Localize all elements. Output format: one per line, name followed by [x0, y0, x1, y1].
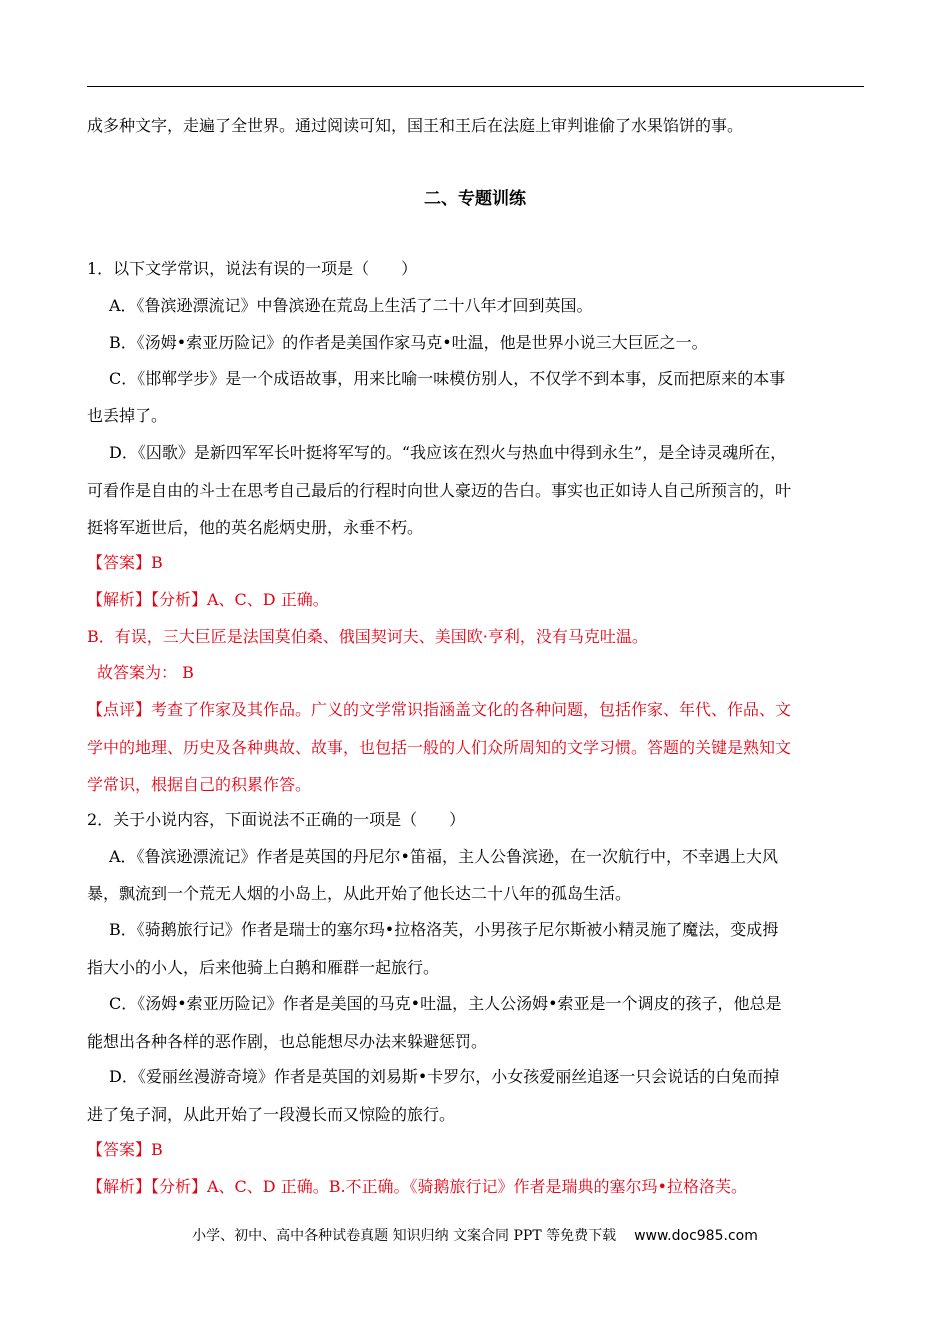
- q1-analysis: 【解析】【分析】A、C、D 正确。: [87, 590, 329, 609]
- footer-url[interactable]: www.doc985.com: [634, 1228, 758, 1244]
- q2-option-d-line2: 进了兔子洞，从此开始了一段漫长而又惊险的旅行。: [87, 1105, 456, 1124]
- page-footer: [0, 1227, 950, 1245]
- intro-paragraph-tail: 成多种文字，走遍了全世界。通过阅读可知，国王和王后在法庭上审判谁偷了水果馅饼的事。: [87, 116, 744, 135]
- q2-option-c-line1: C．《汤姆•索亚历险记》作者是美国的马克•吐温，主人公汤姆•索亚是一个调皮的孩子，他总是: [109, 994, 782, 1013]
- q2-option-b-line2: 指大小的小人，后来他骑上白鹅和雁群一起旅行。: [87, 958, 440, 977]
- header-rule: [87, 86, 864, 87]
- q1-answer: 【答案】B: [87, 553, 163, 572]
- q1-option-b: B．《汤姆•索亚历险记》的作者是美国作家马克•吐温，他是世界小说三大巨匠之一。: [109, 333, 708, 352]
- q2-analysis: 【解析】【分析】A、C、D 正确。B.不正确。《骑鹅旅行记》作者是瑞典的塞尔玛•拉格洛芙。: [87, 1177, 747, 1196]
- footer-text: 小学、初中、高中各种试卷真题 知识归纳 文案合同 PPT 等免费下载: [192, 1228, 617, 1244]
- q1-comment-line1: 【点评】考查了作家及其作品。广义的文学常识指涵盖文化的各种问题，包括作家、年代、作品、文: [87, 700, 792, 719]
- q2-stem: 2．关于小说内容，下面说法不正确的一项是（ ）: [87, 810, 466, 829]
- q1-final-answer: 故答案为： B: [97, 663, 194, 682]
- q1-option-d-line3: 挺将军逝世后，他的英名彪炳史册，永垂不朽。: [87, 518, 424, 537]
- q1-stem: 1．以下文学常识，说法有误的一项是（ ）: [87, 259, 418, 278]
- q2-option-a-line2: 暴，飘流到一个荒无人烟的小岛上，从此开始了他长达二十八年的孤岛生活。: [87, 884, 632, 903]
- q2-option-c-line2: 能想出各种各样的恶作剧，也总能想尽办法来躲避惩罚。: [87, 1032, 488, 1051]
- q1-option-c-line2: 也丢掉了。: [87, 406, 168, 425]
- q1-option-c-line1: C．《邯郸学步》是一个成语故事，用来比喻一味模仿别人，不仅学不到本事，反而把原来的本事: [109, 369, 786, 388]
- q1-option-d-line1: D．《囚歌》是新四军军长叶挺将军写的。“我应该在烈火与热血中得到永生”，是全诗灵魂所在，: [109, 443, 787, 462]
- q1-analysis-b: B．有误，三大巨匠是法国莫伯桑、俄国契诃夫、美国欧·亨利，没有马克吐温。: [87, 627, 648, 646]
- q2-answer: 【答案】B: [87, 1140, 163, 1159]
- q2-option-a-line1: A．《鲁滨逊漂流记》作者是英国的丹尼尔•笛福，主人公鲁滨逊，在一次航行中，不幸遇上大风: [109, 847, 778, 866]
- q1-comment-line2: 学中的地理、历史及各种典故、故事，也包括一般的人们众所周知的文学习惯。答题的关键是熟知文: [87, 738, 792, 757]
- q1-comment-line3: 学常识，根据自己的积累作答。: [87, 775, 312, 794]
- q2-option-b-line1: B．《骑鹅旅行记》作者是瑞士的塞尔玛•拉格洛芙，小男孩子尼尔斯被小精灵施了魔法，变成拇: [109, 920, 779, 939]
- section-title: 二、专题训练: [424, 189, 526, 209]
- q2-option-d-line1: D．《爱丽丝漫游奇境》作者是英国的刘易斯•卡罗尔，小女孩爱丽丝追逐一只会说话的白兔而掉: [109, 1067, 780, 1086]
- q1-option-a: A．《鲁滨逊漂流记》中鲁滨逊在荒岛上生活了二十八年才回到英国。: [109, 296, 593, 315]
- q1-option-d-line2: 可看作是自由的斗士在思考自己最后的行程时向世人豪迈的告白。事实也正如诗人自己所预言的，叶: [87, 481, 792, 500]
